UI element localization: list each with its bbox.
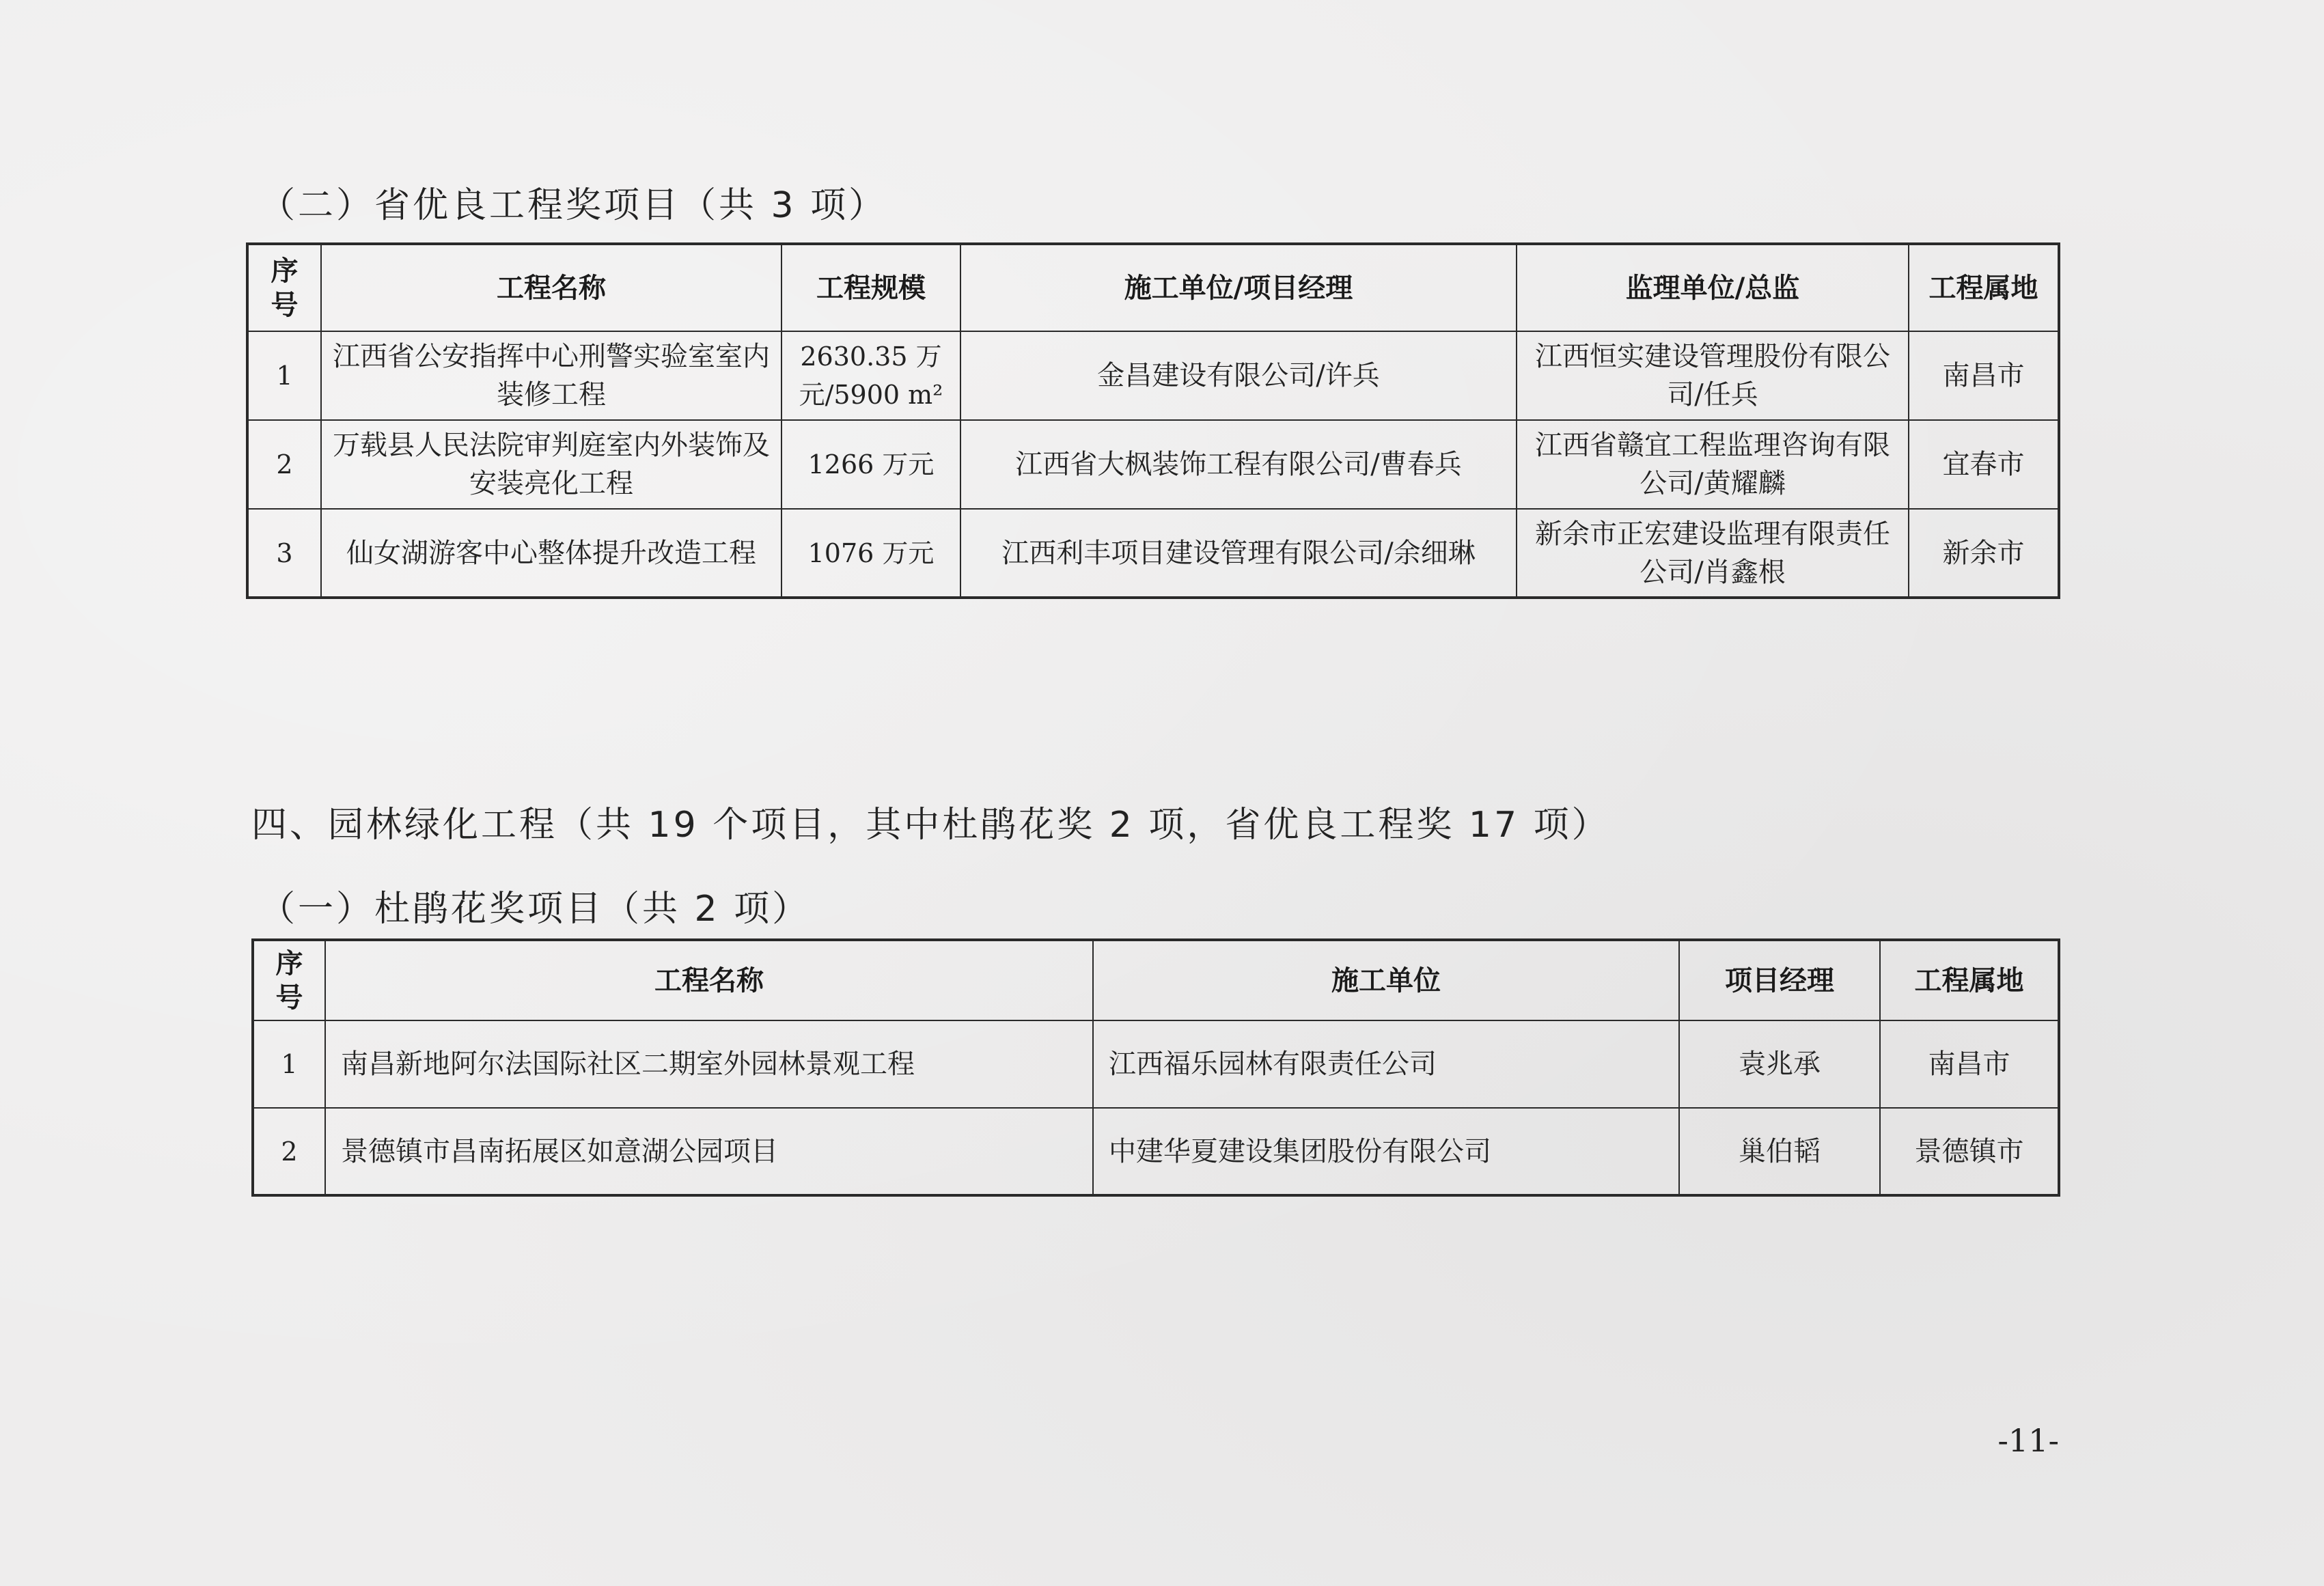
section-heading-landscaping: 四、园林绿化工程（共 19 个项目，其中杜鹃花奖 2 项，省优良工程奖 17 项） <box>251 805 1610 846</box>
table-header-row <box>253 940 2059 1020</box>
cell-builder: 江西省大枫装饰工程有限公司/曹春兵 <box>960 420 1517 509</box>
provincial-award-table <box>246 242 2060 599</box>
col-header-manager: 项目经理 <box>1679 940 1880 1020</box>
cell-no: 2 <box>247 420 321 509</box>
cell-builder: 江西福乐园林有限责任公司 <box>1093 1020 1679 1108</box>
table-row <box>247 509 2059 598</box>
azalea-award-table <box>251 938 2060 1197</box>
page-number: -11- <box>1997 1422 2059 1459</box>
cell-supervisor: 江西恒实建设管理股份有限公司/任兵 <box>1517 331 1909 420</box>
cell-name: 景德镇市昌南拓展区如意湖公园项目 <box>325 1108 1093 1195</box>
cell-name: 仙女湖游客中心整体提升改造工程 <box>321 509 781 598</box>
cell-scale: 2630.35 万元/5900 m² <box>781 331 960 420</box>
cell-name: 南昌新地阿尔法国际社区二期室外园林景观工程 <box>325 1020 1093 1108</box>
cell-location: 南昌市 <box>1880 1020 2059 1108</box>
cell-name: 万载县人民法院审判庭室内外装饰及安装亮化工程 <box>321 420 781 509</box>
col-header-scale: 工程规模 <box>781 244 960 331</box>
col-header-location: 工程属地 <box>1880 940 2059 1020</box>
cell-builder: 江西利丰项目建设管理有限公司/余细琳 <box>960 509 1517 598</box>
col-header-builder: 施工单位/项目经理 <box>960 244 1517 331</box>
cell-scale: 1266 万元 <box>781 420 960 509</box>
subsection-heading-azalea-award: （一）杜鹃花奖项目（共 2 项） <box>260 889 811 930</box>
cell-location: 新余市 <box>1909 509 2059 598</box>
table-row <box>247 420 2059 509</box>
col-header-name: 工程名称 <box>321 244 781 331</box>
cell-builder: 中建华夏建设集团股份有限公司 <box>1093 1108 1679 1195</box>
cell-name: 江西省公安指挥中心刑警实验室室内装修工程 <box>321 331 781 420</box>
cell-location: 南昌市 <box>1909 331 2059 420</box>
cell-supervisor: 新余市正宏建设监理有限责任公司/肖鑫根 <box>1517 509 1909 598</box>
col-header-no: 序号 <box>253 940 325 1020</box>
col-header-name: 工程名称 <box>325 940 1093 1020</box>
table-row <box>253 1020 2059 1108</box>
table-row <box>253 1108 2059 1195</box>
cell-supervisor: 江西省赣宜工程监理咨询有限公司/黄耀麟 <box>1517 420 1909 509</box>
cell-manager: 巢伯韬 <box>1679 1108 1880 1195</box>
cell-no: 2 <box>253 1108 325 1195</box>
cell-location: 景德镇市 <box>1880 1108 2059 1195</box>
col-header-no: 序号 <box>247 244 321 331</box>
table-header-row <box>247 244 2059 331</box>
cell-manager: 袁兆承 <box>1679 1020 1880 1108</box>
section-heading-provincial-award: （二）省优良工程奖项目（共 3 项） <box>260 185 887 226</box>
cell-no: 1 <box>253 1020 325 1108</box>
col-header-supervisor: 监理单位/总监 <box>1517 244 1909 331</box>
col-header-location: 工程属地 <box>1909 244 2059 331</box>
cell-location: 宜春市 <box>1909 420 2059 509</box>
cell-no: 1 <box>247 331 321 420</box>
cell-builder: 金昌建设有限公司/许兵 <box>960 331 1517 420</box>
table-row <box>247 331 2059 420</box>
cell-no: 3 <box>247 509 321 598</box>
cell-scale: 1076 万元 <box>781 509 960 598</box>
col-header-builder: 施工单位 <box>1093 940 1679 1020</box>
